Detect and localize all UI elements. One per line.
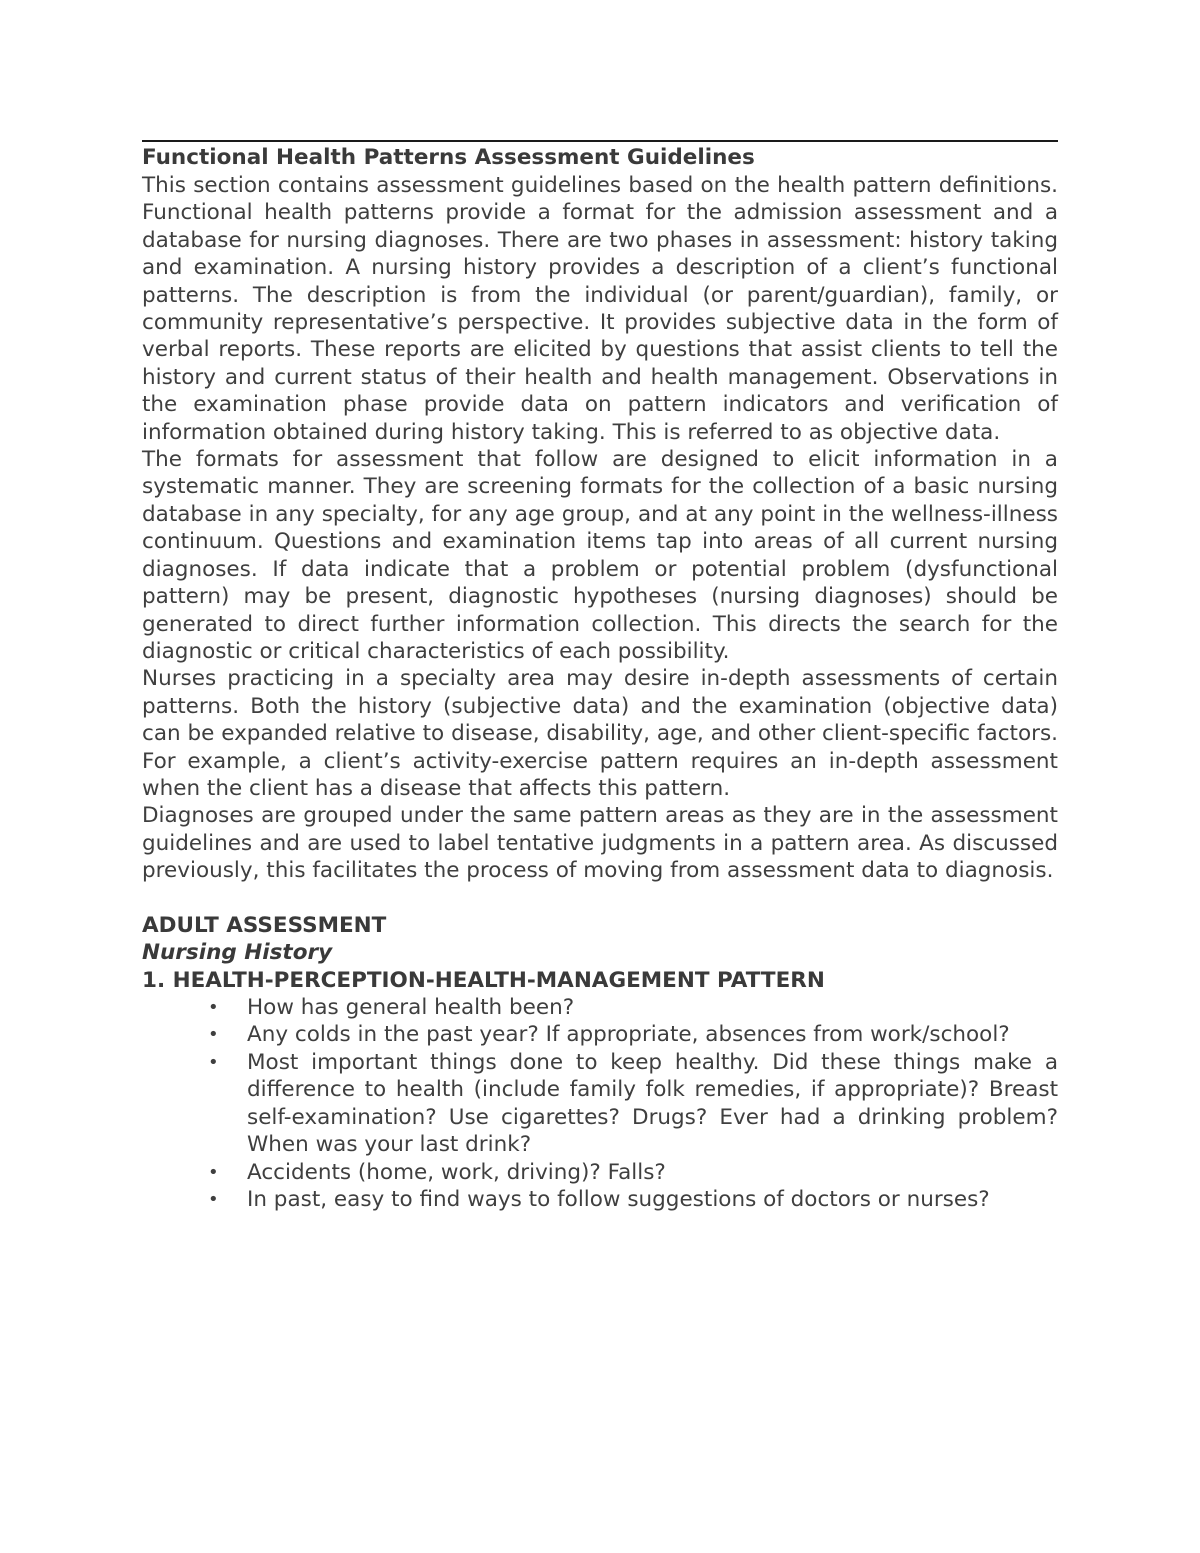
list-item (142, 1049, 1058, 1159)
bullet-icon: • (208, 1051, 219, 1073)
top-horizontal-rule (142, 140, 1058, 142)
bullet-icon: • (208, 1161, 219, 1183)
list-item-text: How has general health been? (247, 995, 575, 1021)
list-item-text: In past, easy to find ways to follow suggestions of doctors or nurses? (247, 1186, 990, 1212)
subsection-heading: Nursing History (142, 940, 333, 966)
blank-line (142, 885, 1058, 912)
list-item (142, 994, 1058, 1021)
document-page (142, 140, 1058, 1213)
list-item-text: Most important things done to keep healthy. Did these things make a difference to health (include family folk remedies, if appropriate)? Breast self-examination? Use cigarettes? Drugs? Ever had a drinking problem? When was your last drink? (247, 1049, 1058, 1158)
bullet-icon: • (208, 997, 219, 1019)
list-item (142, 1021, 1058, 1048)
list-item (142, 1159, 1058, 1186)
paragraph-2: The formats for assessment that follow are designed to elicit information in a systematic manner. They are screening formats for the collection of a basic nursing database in any specialty, for any age group, and at any point in the wellness-illness continuum. Questions and examination items tap into areas of all current nursing diagnoses. If data indicate that a problem or potential problem (dysfunctional pattern) may be present, diagnostic hypotheses (nursing diagnoses) should be generated to direct further information collection. This directs the search for the diagnostic or critical characteristics of each possibility. (142, 447, 1058, 664)
paragraph-4: Diagnoses are grouped under the same pattern areas as they are in the assessment guidelines and are used to label tentative judgments in a pattern area. As discussed previously, this facilitates the process of moving from assessment data to diagnosis. (142, 803, 1058, 884)
question-list (142, 994, 1058, 1213)
bullet-icon: • (208, 1188, 219, 1210)
paragraph-1: This section contains assessment guidelines based on the health pattern definitions. Functional health patterns provide a format for the admission assessment and a database for nursing diagnoses. There are two phases in assessment: history taking and examination. A nursing history provides a description of a client’s functional patterns. The description is from the individual (or parent/guardian), family, or community representative’s perspective. It provides subjective data in the form of verbal reports. These reports are elicited by questions that assist clients to tell the history and current status of their health and health management. Observations in the examination phase provide data on pattern indicators and verification of information obtained during history taking. This is referred to as objective data. (142, 173, 1058, 445)
document-title: Functional Health Patterns Assessment Guidelines (142, 145, 755, 170)
list-item (142, 1186, 1058, 1213)
list-item-text: Any colds in the past year? If appropriate, absences from work/school? (247, 1022, 1010, 1048)
section-heading: ADULT ASSESSMENT (142, 912, 387, 938)
list-item-text: Accidents (home, work, driving)? Falls? (247, 1159, 666, 1185)
bullet-icon: • (208, 1024, 219, 1046)
paragraph-3: Nurses practicing in a specialty area may desire in-depth assessments of certain patterns. Both the history (subjective data) and the examination (objective data) can be expanded relative to disease, disability, age, and other client-specific factors. For example, a client’s activity-exercise pattern requires an in-depth assessment when the client has a disease that affects this pattern. (142, 666, 1058, 801)
pattern-heading: 1. HEALTH-PERCEPTION-HEALTH-MANAGEMENT PATTERN (142, 967, 825, 993)
